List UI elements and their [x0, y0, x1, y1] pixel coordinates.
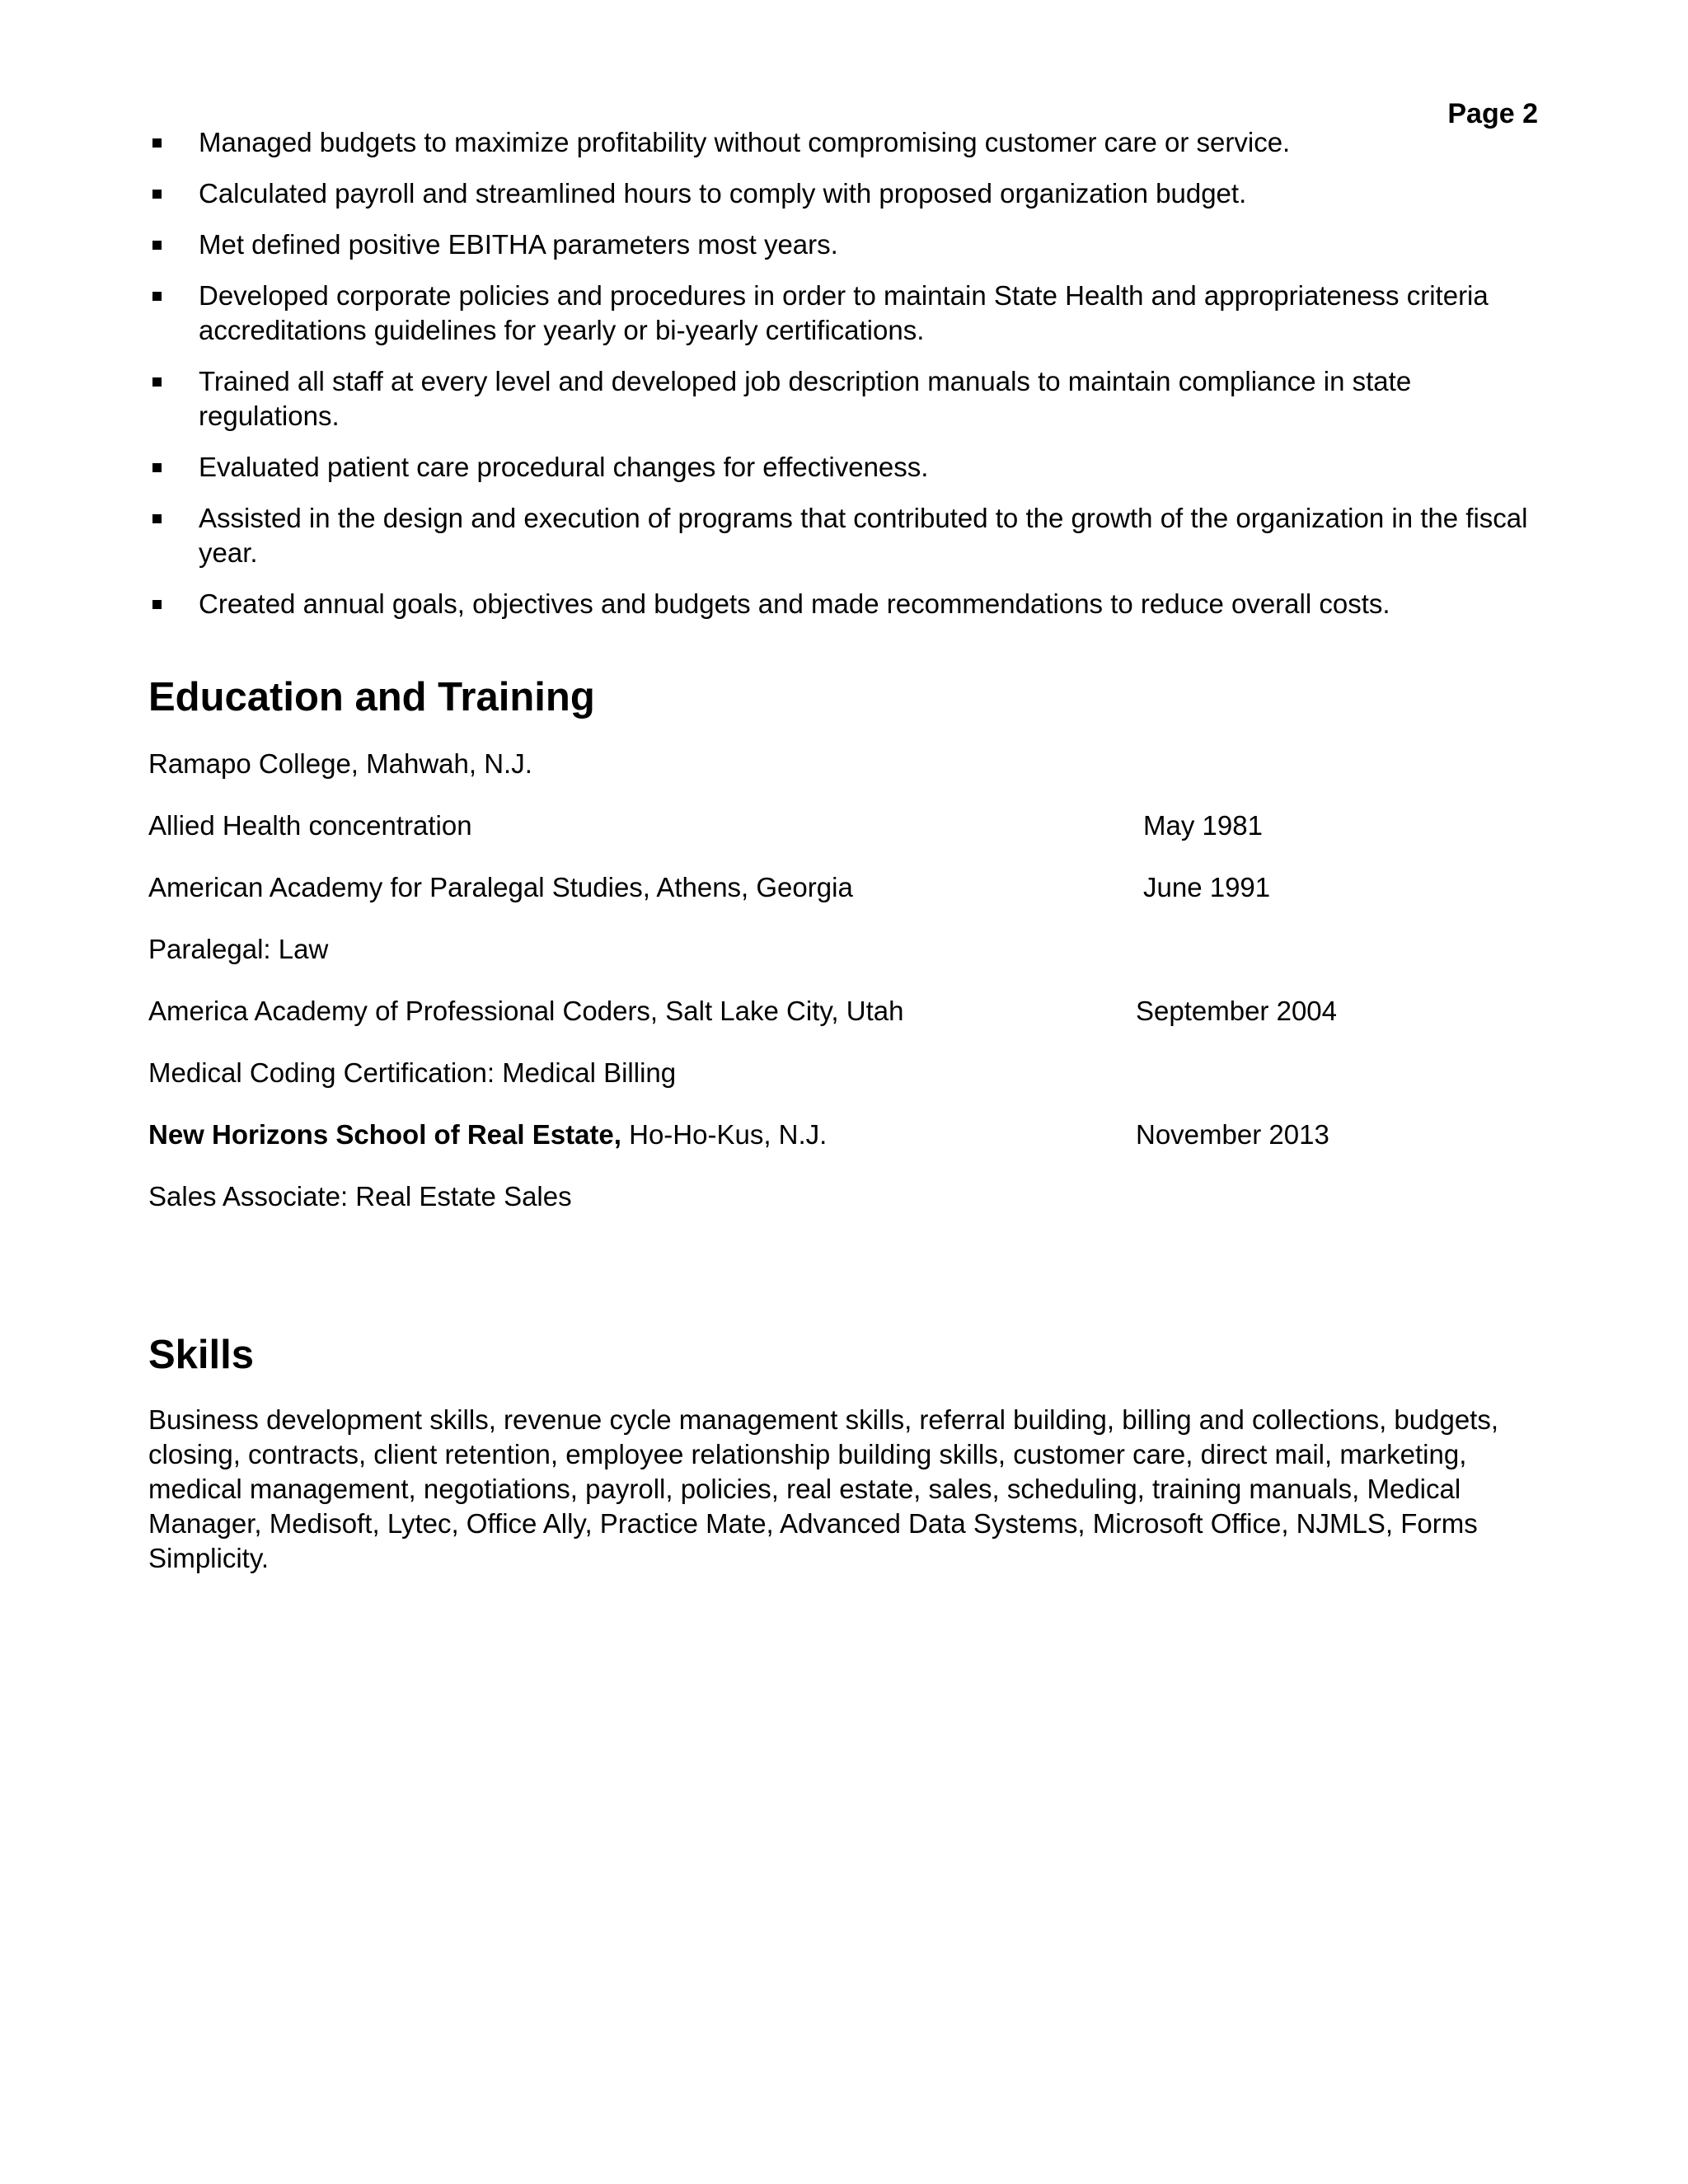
list-item — [148, 176, 1541, 211]
education-date: May 1981 — [1143, 810, 1263, 841]
education-date: September 2004 — [1136, 996, 1338, 1026]
bullet-icon — [152, 190, 162, 199]
education-detail: Paralegal: Law — [148, 934, 329, 964]
list-item — [148, 501, 1541, 570]
school-name: American Academy for Paralegal Studies, Athens, Georgia — [148, 872, 853, 902]
bullet-icon — [152, 514, 162, 523]
list-item-text: Calculated payroll and streamlined hours to comply with proposed organization budget. — [199, 178, 1247, 209]
skills-text: Business development skills, revenue cycle management skills, referral building, billing and collections, budgets, closing, contracts, client retention, employee relationship building skills, customer care, direct mail, marketing, medical management, negotiations, payroll, policies, real estate, sales, scheduling, training manuals, Medical Manager, Medisoft, Lytec, Office Ally, Practice Mate, Advanced Data Systems, Microsoft Office, NJMLS, Forms Simplicity. — [148, 1404, 1499, 1573]
bullet-icon — [152, 138, 162, 148]
bullet-icon — [152, 292, 162, 301]
education-detail: Medical Coding Certification: Medical Billing — [148, 1057, 677, 1088]
school-name: Ramapo College, Mahwah, N.J. — [148, 748, 532, 779]
school-name: New Horizons School of Real Estate, — [148, 1119, 621, 1150]
list-item — [148, 587, 1541, 621]
school-name: America Academy of Professional Coders, Salt Lake City, Utah — [148, 996, 904, 1026]
bullet-icon — [152, 463, 162, 472]
list-item-text: Trained all staff at every level and developed job description manuals to maintain compliance in state regulations. — [199, 366, 1412, 431]
bullet-icon — [152, 377, 162, 387]
education-detail: Sales Associate: Real Estate Sales — [148, 1181, 572, 1212]
bullet-icon — [152, 241, 162, 250]
list-item-text: Evaluated patient care procedural changes for effectiveness. — [199, 452, 929, 482]
list-item-text: Met defined positive EBITHA parameters most years. — [199, 229, 838, 260]
list-item-text: Created annual goals, objectives and budgets and made recommendations to reduce overall costs. — [199, 588, 1390, 619]
education-date: November 2013 — [1136, 1119, 1329, 1150]
education-entry — [148, 1118, 1550, 1151]
bullet-icon — [152, 600, 162, 609]
list-item — [148, 227, 1541, 262]
list-item — [148, 364, 1541, 434]
list-item — [148, 450, 1541, 485]
skills-heading: Skills — [148, 1333, 255, 1377]
education-date: June 1991 — [1143, 872, 1271, 902]
list-item-text: Assisted in the design and execution of programs that contributed to the growth of the organization in the fiscal year. — [199, 503, 1528, 568]
list-item-text: Managed budgets to maximize profitability without compromising customer care or service. — [199, 127, 1291, 157]
page-number: Page 2 — [1447, 98, 1538, 129]
responsibilities-list — [148, 125, 1541, 638]
list-item — [148, 279, 1541, 348]
list-item — [148, 125, 1541, 160]
list-item-text: Developed corporate policies and procedures in order to maintain State Health and appropriateness criteria accreditations guidelines for yearly or bi-yearly certifications. — [199, 280, 1489, 345]
school-location: Ho-Ho-Kus, N.J. — [621, 1119, 828, 1150]
education-heading: Education and Training — [148, 675, 595, 719]
education-detail: Allied Health concentration — [148, 810, 472, 841]
